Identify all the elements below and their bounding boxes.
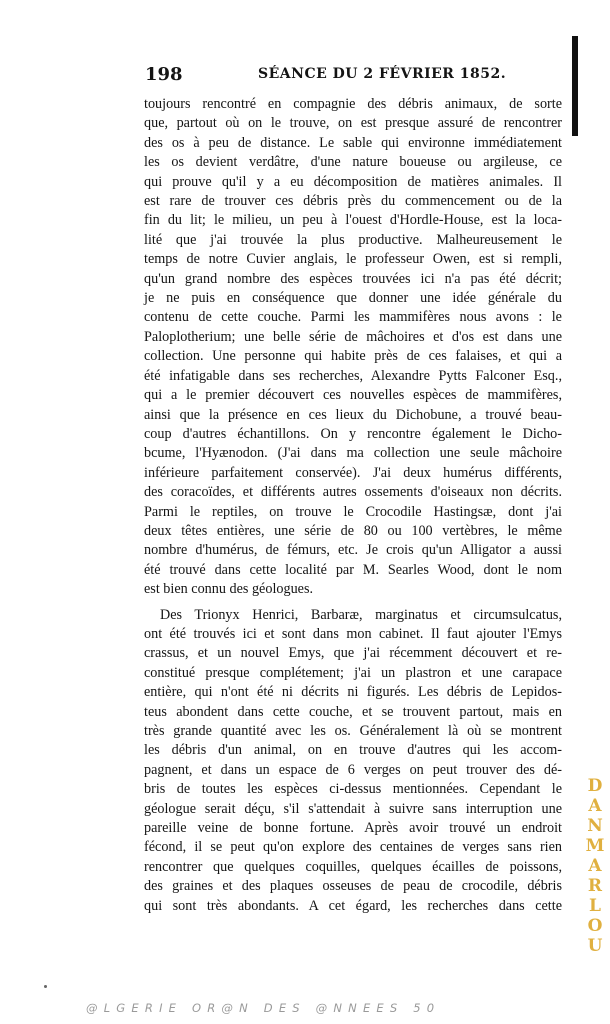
- text-line: Parmi le reptiles, on trouve le Crocodile Hastingsæ, dont j'ai: [144, 503, 562, 520]
- text-line: qu'un grand nombre des espèces trouvées ici n'a pas été décrit;: [144, 270, 562, 287]
- scan-speck: [44, 985, 47, 988]
- body-text: [144, 95, 562, 916]
- text-line: coup d'autres échantillons. On y rencontre également le Dicho-: [144, 425, 562, 442]
- text-line: ont été trouvés ici et sont dans mon cabinet. Il faut ajouter l'Emys: [144, 625, 562, 642]
- text-line: bris de toutes les espèces ci-dessus mentionnées. Cependant le: [144, 781, 562, 798]
- text-line: été infatigable dans ses recherches, Alexandre Pytts Falconer Esq.,: [144, 367, 562, 384]
- page-number: 198: [145, 64, 183, 85]
- text-line: entière, qui n'ont été ni décrits ni figurés. Les débris de Lepidos-: [144, 684, 562, 701]
- text-line: nombre d'humérus, de fémurs, etc. Je crois qu'un Alligator a aussi: [144, 542, 562, 559]
- text-line: Des Trionyx Henrici, Barbaræ, marginatus et circumsulcatus,: [160, 606, 562, 623]
- text-line: constitué presque complétement; j'ai un plastron et une carapace: [144, 664, 562, 681]
- text-line: temps de notre Cuvier anglais, le professeur Owen, est si rempli,: [144, 251, 562, 268]
- text-line: qui a le premier découvert ces nouvelles espèces de mammifères,: [144, 387, 562, 404]
- text-line: géologue serait déçu, s'il s'attendait à suivre sans interruption une: [144, 800, 562, 817]
- text-line: qui prouve qu'il y a eu décomposition de matières animales. Il: [144, 173, 562, 190]
- text-line: deux têtes entières, une série de 80 ou 100 vertèbres, le même: [144, 522, 562, 539]
- text-line: pareille veine de bonne fortune. Après avoir trouvé un endroit: [144, 820, 562, 837]
- text-line: des os à peu de distance. Le sable qui environne immédiatement: [144, 134, 562, 151]
- text-line: été trouvé dans cette localité par M. Searles Wood, dont le nom: [144, 561, 562, 578]
- text-line: Paloplotherium; une belle série de mâchoires et d'os est dans une: [144, 328, 562, 345]
- bottom-watermark: @LGERIE OR@N DES @NNEES 50: [86, 1001, 441, 1015]
- text-line: très grande quantité avec les os. Généralement là où se montrent: [144, 723, 562, 739]
- text-line: qui sont très abondants. A cet égard, les recherches dans cette: [144, 897, 562, 914]
- text-line: teus abondent dans cette couche, et se trouvent partout, mais en: [144, 703, 562, 720]
- page-header: [145, 64, 560, 88]
- text-line: que, partout où on le trouve, on est presque assuré de rencontrer: [144, 115, 562, 132]
- running-head: SÉANCE DU 2 FÉVRIER 1852.: [258, 66, 507, 82]
- text-line: les os devient verdâtre, d'une nature boueuse ou argileuse, ce: [144, 154, 562, 171]
- text-line: rencontrer que quelques coquilles, quelques écailles de poissons,: [144, 858, 562, 875]
- text-line: crassus, et un nouvel Emys, que j'ai récemment découvert et re-: [144, 645, 562, 662]
- text-line: des graines et des plaques osseuses de peau de crocodile, débris: [144, 878, 562, 895]
- text-line: est bien connu des géologues.: [144, 581, 314, 598]
- text-line: lité que j'ai trouvée la plus productive. Malheureusement le: [144, 231, 562, 248]
- text-line: fécond, il se peut qu'on explore des centaines de verges sans rien: [144, 839, 562, 856]
- text-line: je ne puis en conséquence que donner une idée générale du: [144, 290, 562, 307]
- text-line: contenu de cette couche. Parmi les mammifères nous avons : le: [144, 309, 562, 326]
- text-line: collection. Une personne qui habite près de ces falaises, et qui a: [144, 348, 562, 365]
- text-line: inférieure parfaitement conservée). J'ai deux humérus différents,: [144, 464, 562, 481]
- text-line: toujours rencontré en compagnie des débris animaux, de sorte: [144, 96, 562, 112]
- text-line: les débris d'un animal, on en trouve d'autres qui les accom-: [144, 742, 562, 759]
- text-line: ainsi que la présence en ces lieux du Dichobune, a trouvé beau-: [144, 406, 562, 423]
- side-watermark: DANMARLOU: [585, 776, 605, 956]
- text-line: est rare de trouver ces débris près du commencement ou de la: [144, 193, 562, 210]
- text-line: pagnent, et dans un espace de 6 verges on peut trouver des dé-: [144, 761, 562, 778]
- text-line: des coracoïdes, et différents autres ossements d'oiseaux non décrits.: [144, 484, 562, 501]
- text-line: bcume, l'Hyænodon. (J'ai dans ma collection une seule mâchoire: [144, 445, 562, 462]
- page-edge-shadow: [572, 36, 578, 136]
- text-line: fin du lit; le milieu, un peu à l'ouest d'Hordle-House, est la loca-: [144, 212, 562, 229]
